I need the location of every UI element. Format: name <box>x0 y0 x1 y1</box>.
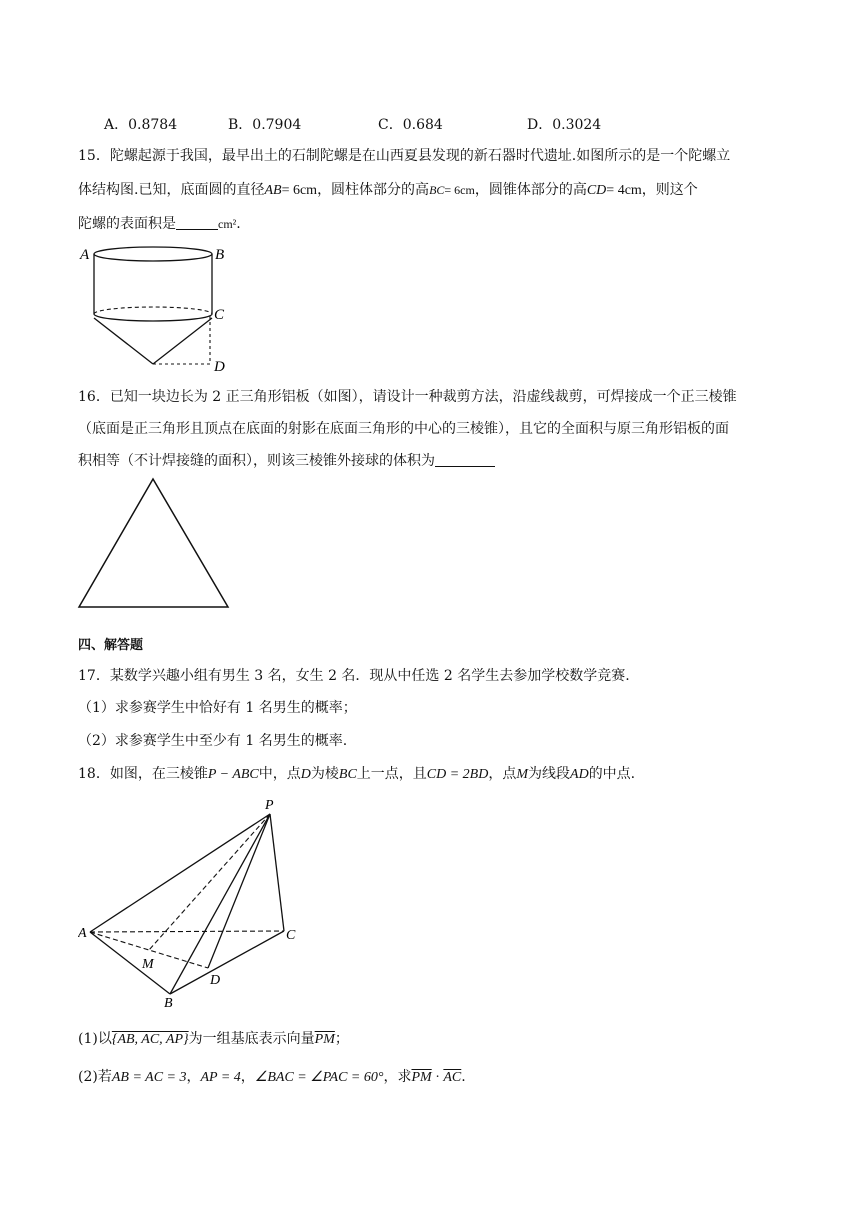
q15-line2: 体结构图.已知，底面圆的直径AB= 6cm，圆柱体部分的高BC= 6cm，圆锥体部分的高CD= 4cm，则这个 <box>78 182 698 198</box>
section-heading: 四、解答题 <box>78 638 144 653</box>
label-d: D <box>210 973 221 988</box>
label-d: D <box>214 359 225 372</box>
label-b: B <box>164 996 173 1010</box>
option-d: D．0.3024 <box>527 117 602 133</box>
q16-triangle-figure <box>76 476 232 612</box>
q15-line3: 陀螺的表面积是 cm². <box>78 216 241 232</box>
q18-part2: (2)若AB = AC = 3，AP = 4，∠BAC = ∠PAC = 60°，求$\overline{PM} \cdot \overline{AC}$. <box>78 1069 466 1085</box>
q16-line3: 积相等（不计焊接缝的面积），则该三棱锥外接球的体积为 <box>78 451 495 471</box>
q18-part1: (1)以{AB, AC, AP}为一组基底表示向量$\overline{PM}$； <box>78 1031 349 1047</box>
label-a: A <box>80 247 90 263</box>
q16-line2: （底面是正三角形且顶点在底面的射影在底面三角形的中心的三棱锥），且它的全面积与原三角形铝板的面 <box>78 421 729 437</box>
option-a: A．0.8784 <box>104 117 178 133</box>
label-b: B <box>215 247 225 263</box>
option-b: B．0.7904 <box>228 117 302 133</box>
answer-blank <box>176 215 218 230</box>
option-c: C．0.684 <box>378 117 443 133</box>
label-c: C <box>286 928 296 943</box>
q18-line1: 18．如图，在三棱锥P − ABC中，点D为棱BC上一点，且CD = 2BD，点M为线段AD的中点. <box>78 766 636 782</box>
q17-line1: 17．某数学兴趣小组有男生 3 名，女生 2 名．现从中任选 2 名学生去参加学校数学竞赛. <box>78 668 630 684</box>
label-c: C <box>214 307 225 323</box>
label-m: M <box>142 957 154 972</box>
answer-blank <box>435 452 495 467</box>
label-a: A <box>78 926 87 941</box>
q15-line1: 15．陀螺起源于我国，最早出土的石制陀螺是在山西夏县发现的新石器时代遗址.如图所示的是一个陀螺立 <box>78 148 731 164</box>
q18-pyramid-figure <box>78 796 308 1010</box>
q17-part1: （1）求参赛学生中恰好有 1 名男生的概率； <box>78 700 357 716</box>
q17-part2: （2）求参赛学生中至少有 1 名男生的概率. <box>78 733 348 749</box>
q16-line1: 16．已知一块边长为 2 正三角形铝板（如图），请设计一种裁剪方法，沿虚线裁剪，可焊接成一个正三棱锥 <box>78 389 737 405</box>
q15-top-figure <box>78 240 238 372</box>
label-p: P <box>265 798 274 813</box>
